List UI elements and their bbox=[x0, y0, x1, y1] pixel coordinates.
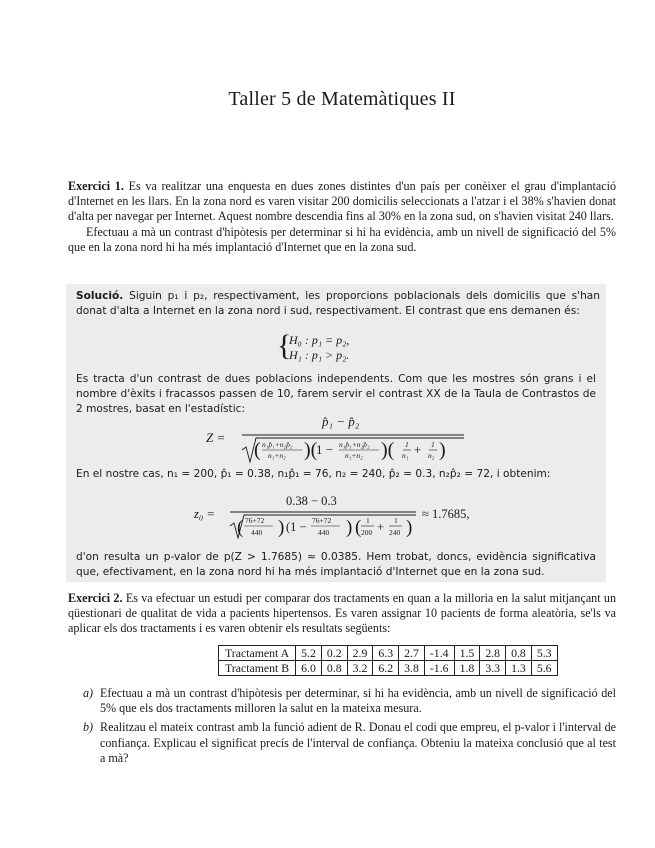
svg-text:z₀ =: z₀ = bbox=[194, 507, 215, 521]
table-cell: 2.9 bbox=[347, 646, 373, 661]
table-cell: 5.6 bbox=[531, 661, 557, 676]
page-title: Taller 5 de Matemàtiques II bbox=[228, 88, 456, 110]
table-cell: 3.2 bbox=[347, 661, 373, 676]
solution-conclusion: d'on resulta un p-valor de p(Z > 1.7685) ≈ 0.0385. Hem trobat, doncs, evidència significativa que, efectivament, en la zona nord hi ha més implantació d'Internet que en la zona sud. bbox=[76, 551, 596, 578]
alt-hypothesis: H₁ : p₁ > p₂. bbox=[289, 348, 350, 362]
svg-text:1: 1 bbox=[394, 516, 398, 525]
table-cell: 1.8 bbox=[454, 661, 480, 676]
question-b-marker: b) bbox=[83, 720, 94, 735]
z0-result: ≈ 1.7685, bbox=[422, 507, 470, 521]
svg-text:Z =: Z = bbox=[206, 430, 226, 445]
svg-text:n₁+n₂: n₁+n₂ bbox=[268, 451, 286, 460]
z0-formula bbox=[194, 491, 524, 544]
svg-text:): ) bbox=[346, 517, 353, 538]
svg-text:1 −: 1 − bbox=[316, 442, 334, 457]
exercise-1 bbox=[68, 179, 616, 255]
exercise-2-questions bbox=[83, 686, 616, 770]
question-a-marker: a) bbox=[83, 686, 94, 700]
row-header: Tractament B bbox=[219, 661, 296, 676]
svg-text:(: ( bbox=[355, 517, 362, 538]
treatment-table bbox=[218, 645, 558, 676]
null-hypothesis: H₀ : p₁ = p₂, bbox=[289, 333, 350, 347]
table-cell: 6.2 bbox=[373, 661, 399, 676]
svg-text:): ) bbox=[439, 439, 446, 461]
svg-text:n₁p̂₁+n₂p̂₂: n₁p̂₁+n₂p̂₂ bbox=[339, 440, 370, 449]
svg-text:0.38 − 0.3: 0.38 − 0.3 bbox=[286, 494, 337, 508]
svg-text:n₁: n₁ bbox=[402, 451, 409, 460]
svg-text:440: 440 bbox=[251, 528, 263, 537]
table-cell: 3.3 bbox=[480, 661, 506, 676]
table-cell: 0.8 bbox=[506, 646, 532, 661]
exercise-2 bbox=[68, 591, 616, 637]
exercise-2-text: Es va efectuar un estudi per comparar dos tractaments en quan a la milloria en la salut mitjançant un qüestionari de qualitat de vida a pacients hipertensos. Es varen assignar 10 pacients de forma aleatòria, se'ls va aplicar els dos tractaments i es varen obtenir els resultats següents: bbox=[68, 591, 616, 636]
solution-label: Solució. bbox=[76, 290, 124, 302]
table-cell: -1.6 bbox=[424, 661, 454, 676]
solution-method-text: Es tracta d'un contrast de dues poblacions independents. Com que les mostres són grans i el nombre d'èxits i fracassos passen de 10, farem servir el contrast XX de la Taula de Contrastos de 2 mostres, basat en l'estadístic: bbox=[76, 373, 596, 415]
table-cell: 1.3 bbox=[506, 661, 532, 676]
z0-formula-svg bbox=[194, 491, 524, 539]
row-header: Tractament A bbox=[219, 646, 296, 661]
svg-text:)(: )( bbox=[381, 439, 395, 461]
table-cell: 1.5 bbox=[454, 646, 480, 661]
exercise-2-label: Exercici 2. bbox=[68, 591, 123, 605]
solution-box bbox=[66, 284, 606, 582]
svg-text:240: 240 bbox=[389, 528, 401, 537]
exercise-1-text: Es va realitzar una enquesta en dues zones distintes d'un país per conèixer el grau d'implantació d'Internet en les llars. En la zona nord es varen visitar 200 domicilis seleccionats a l'atzar i el 38% s'havien donat d'alta per navegar per Internet. Aquest nombre descendia fins al 30% en la zona sud, on s'havien visitat 240 llars. bbox=[68, 179, 616, 224]
svg-text:+: + bbox=[414, 442, 422, 457]
svg-text:): ) bbox=[406, 517, 413, 538]
hypotheses bbox=[277, 329, 350, 363]
svg-text:)(: )( bbox=[304, 439, 318, 461]
table-cell: -1.4 bbox=[424, 646, 454, 661]
table-cell: 0.8 bbox=[321, 661, 347, 676]
svg-text:n₂: n₂ bbox=[428, 451, 435, 460]
table-cell: 6.0 bbox=[296, 661, 322, 676]
svg-text:1: 1 bbox=[405, 440, 409, 449]
solution-intro bbox=[76, 289, 600, 319]
svg-text:+: + bbox=[377, 520, 385, 534]
exercise-2-statement bbox=[68, 591, 616, 637]
table-row bbox=[219, 646, 558, 661]
test-statistic-formula bbox=[206, 412, 466, 469]
svg-text:76+72: 76+72 bbox=[312, 516, 332, 525]
svg-text:440: 440 bbox=[318, 528, 330, 537]
table-cell: 5.3 bbox=[531, 646, 557, 661]
table-cell: 2.8 bbox=[480, 646, 506, 661]
hypotheses-brace: { bbox=[277, 329, 292, 362]
question-b bbox=[83, 720, 616, 766]
svg-text:n₁+n₂: n₁+n₂ bbox=[345, 451, 363, 460]
question-a bbox=[83, 686, 616, 716]
table-cell: 6.3 bbox=[373, 646, 399, 661]
sample-values-line: En el nostre cas, n₁ = 200, p̂₁ = 0.38, n₁p̂₁ = 76, n₂ = 240, p̂₂ = 0.3, n₂p̂₂ = 72, i obtenim: bbox=[76, 468, 551, 480]
table-cell: 0.2 bbox=[321, 646, 347, 661]
exercise-1-statement bbox=[68, 179, 616, 225]
question-b-text: Realitzau el mateix contrast amb la funció adient de R. Donau el codi que empreu, el p-valor i l'interval de confiança. Explicau el significat precís de l'interval de confiança. Obteniu la mateixa conclusió que al test a mà? bbox=[100, 720, 616, 765]
solution-intro-text: Siguin p₁ i p₂, respectivament, les proporcions poblacionals dels domicilis que s'han donat d'alta a Internet en la zona nord i sud, respectivament. El contrast que ens demanen és: bbox=[76, 290, 600, 317]
table-cell: 2.7 bbox=[399, 646, 425, 661]
question-a-text: Efectuau a mà un contrast d'hipòtesis per determinar, si hi ha evidència, amb un nivell de significació del 5% que els dos tractaments milloren la salut en la mateixa mesura. bbox=[100, 686, 616, 716]
svg-text:): ) bbox=[278, 517, 285, 538]
svg-text:p̂₁ − p̂₂: p̂₁ − p̂₂ bbox=[322, 414, 360, 429]
svg-text:n₁p̂₁+n₂p̂₂: n₁p̂₁+n₂p̂₂ bbox=[262, 440, 293, 449]
table-row bbox=[219, 661, 558, 676]
z-formula-svg bbox=[206, 412, 466, 464]
svg-text:200: 200 bbox=[361, 528, 373, 537]
exercise-1-question: Efectuau a mà un contrast d'hipòtesis per determinar si hi ha evidència, amb un nivell de significació del 5% que en la zona nord hi ha més implantació d'Internet que en la zona sud. bbox=[68, 224, 616, 254]
table-cell: 3.8 bbox=[399, 661, 425, 676]
svg-text:(1 −: (1 − bbox=[286, 520, 307, 534]
svg-text:1: 1 bbox=[431, 440, 435, 449]
exercise-1-label: Exercici 1. bbox=[68, 179, 124, 193]
svg-text:(: ( bbox=[254, 439, 261, 461]
svg-text:(: ( bbox=[237, 517, 244, 538]
svg-text:76+72: 76+72 bbox=[245, 516, 265, 525]
table-cell: 5.2 bbox=[296, 646, 322, 661]
svg-text:1: 1 bbox=[366, 516, 370, 525]
